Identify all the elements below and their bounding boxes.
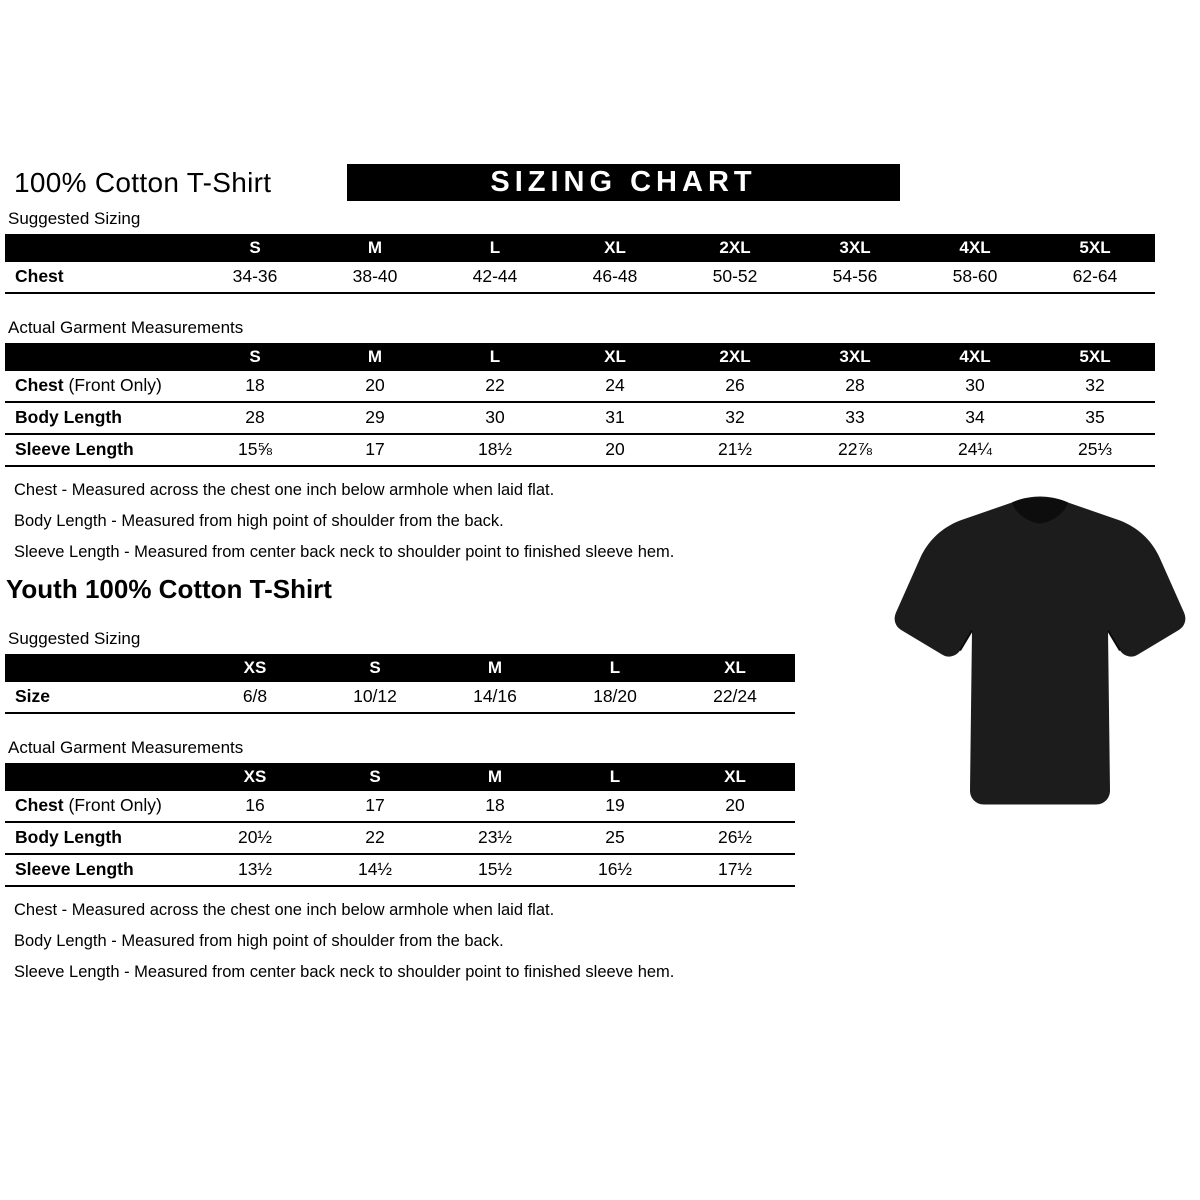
size-value-cell: 31 xyxy=(555,402,675,434)
youth-actual-measurements-label: Actual Garment Measurements xyxy=(8,738,244,757)
size-value-cell: 30 xyxy=(435,402,555,434)
measurement-note: Sleeve Length - Measured from center back neck to shoulder point to finished sleeve hem. xyxy=(14,543,675,561)
size-value-cell: 62-64 xyxy=(1035,262,1155,293)
size-value-cell: 38-40 xyxy=(315,262,435,293)
corner-cell xyxy=(5,343,195,371)
size-value-cell: 14/16 xyxy=(435,682,555,713)
size-column-header: XS xyxy=(195,763,315,791)
row-label: Chest (Front Only) xyxy=(5,791,195,822)
measurement-note: Body Length - Measured from high point of shoulder from the back. xyxy=(14,512,504,530)
measurement-row xyxy=(5,682,795,713)
measurement-note: Sleeve Length - Measured from center back neck to shoulder point to finished sleeve hem. xyxy=(14,963,675,981)
size-column-header: M xyxy=(315,343,435,371)
adult-actual-measurements-table xyxy=(5,343,1155,467)
size-value-cell: 19 xyxy=(555,791,675,822)
size-value-cell: 32 xyxy=(1035,371,1155,402)
size-column-header: S xyxy=(195,343,315,371)
size-value-cell: 18½ xyxy=(435,434,555,466)
corner-cell xyxy=(5,763,195,791)
youth-measurement-notes xyxy=(14,901,1200,982)
measurement-row xyxy=(5,854,795,886)
size-value-cell: 42-44 xyxy=(435,262,555,293)
corner-cell xyxy=(5,234,195,262)
youth-actual-measurements-table xyxy=(5,763,795,887)
size-column-header: M xyxy=(435,654,555,682)
measurement-row xyxy=(5,371,1155,402)
size-column-header: S xyxy=(195,234,315,262)
size-column-header: L xyxy=(435,234,555,262)
corner-cell xyxy=(5,654,195,682)
size-value-cell: 54-56 xyxy=(795,262,915,293)
adult-title: 100% Cotton T-Shirt xyxy=(14,166,272,198)
size-value-cell: 18 xyxy=(195,371,315,402)
size-value-cell: 20 xyxy=(675,791,795,822)
size-column-header: 5XL xyxy=(1035,234,1155,262)
size-value-cell: 20½ xyxy=(195,822,315,854)
size-value-cell: 16½ xyxy=(555,854,675,886)
size-value-cell: 26 xyxy=(675,371,795,402)
size-column-header: 4XL xyxy=(915,343,1035,371)
size-value-cell: 33 xyxy=(795,402,915,434)
size-value-cell: 24 xyxy=(555,371,675,402)
size-value-cell: 46-48 xyxy=(555,262,675,293)
size-value-cell: 23½ xyxy=(435,822,555,854)
row-label: Chest xyxy=(5,262,195,293)
size-value-cell: 29 xyxy=(315,402,435,434)
size-value-cell: 17½ xyxy=(675,854,795,886)
size-value-cell: 22/24 xyxy=(675,682,795,713)
measurement-row xyxy=(5,791,795,822)
size-column-header: M xyxy=(315,234,435,262)
size-value-cell: 22⅞ xyxy=(795,434,915,466)
row-label: Size xyxy=(5,682,195,713)
size-column-header: 3XL xyxy=(795,343,915,371)
size-value-cell: 25 xyxy=(555,822,675,854)
size-value-cell: 26½ xyxy=(675,822,795,854)
size-value-cell: 6/8 xyxy=(195,682,315,713)
size-column-header: XL xyxy=(675,654,795,682)
row-label: Chest (Front Only) xyxy=(5,371,195,402)
size-column-header: S xyxy=(315,654,435,682)
size-value-cell: 15½ xyxy=(435,854,555,886)
sizing-chart-banner: SIZING CHART xyxy=(347,164,900,201)
row-label: Sleeve Length xyxy=(5,854,195,886)
size-column-header: 3XL xyxy=(795,234,915,262)
size-value-cell: 34 xyxy=(915,402,1035,434)
size-column-header: 2XL xyxy=(675,343,795,371)
tshirt-graphic xyxy=(890,476,1190,821)
youth-suggested-sizing-table xyxy=(5,654,795,714)
size-value-cell: 22 xyxy=(435,371,555,402)
size-value-cell: 18/20 xyxy=(555,682,675,713)
size-value-cell: 15⅝ xyxy=(195,434,315,466)
measurement-row xyxy=(5,402,1155,434)
measurement-note: Chest - Measured across the chest one inch below armhole when laid flat. xyxy=(14,481,555,499)
size-value-cell: 16 xyxy=(195,791,315,822)
size-value-cell: 58-60 xyxy=(915,262,1035,293)
size-column-header: XL xyxy=(675,763,795,791)
tshirt-image xyxy=(890,476,1190,821)
size-value-cell: 28 xyxy=(195,402,315,434)
size-column-header: L xyxy=(555,763,675,791)
row-label: Body Length xyxy=(5,822,195,854)
row-label: Body Length xyxy=(5,402,195,434)
measurement-note: Chest - Measured across the chest one inch below armhole when laid flat. xyxy=(14,901,555,919)
size-column-header: S xyxy=(315,763,435,791)
size-value-cell: 24¼ xyxy=(915,434,1035,466)
size-column-header: M xyxy=(435,763,555,791)
header-row xyxy=(14,164,1200,201)
size-value-cell: 18 xyxy=(435,791,555,822)
size-column-header: XL xyxy=(555,343,675,371)
size-column-header: XS xyxy=(195,654,315,682)
adult-actual-measurements-label: Actual Garment Measurements xyxy=(8,318,244,337)
size-column-header: 5XL xyxy=(1035,343,1155,371)
measurement-row xyxy=(5,434,1155,466)
size-column-header: L xyxy=(555,654,675,682)
size-value-cell: 20 xyxy=(315,371,435,402)
row-label: Sleeve Length xyxy=(5,434,195,466)
size-value-cell: 17 xyxy=(315,434,435,466)
size-value-cell: 28 xyxy=(795,371,915,402)
size-value-cell: 20 xyxy=(555,434,675,466)
size-value-cell: 14½ xyxy=(315,854,435,886)
size-value-cell: 10/12 xyxy=(315,682,435,713)
adult-suggested-sizing-label: Suggested Sizing xyxy=(8,209,141,228)
measurement-row xyxy=(5,822,795,854)
size-column-header: 4XL xyxy=(915,234,1035,262)
size-value-cell: 21½ xyxy=(675,434,795,466)
youth-title: Youth 100% Cotton T-Shirt xyxy=(6,574,332,604)
measurement-note: Body Length - Measured from high point of shoulder from the back. xyxy=(14,932,504,950)
youth-suggested-sizing-label: Suggested Sizing xyxy=(8,629,141,648)
size-value-cell: 17 xyxy=(315,791,435,822)
size-value-cell: 34-36 xyxy=(195,262,315,293)
size-value-cell: 25⅓ xyxy=(1035,434,1155,466)
size-column-header: XL xyxy=(555,234,675,262)
size-value-cell: 50-52 xyxy=(675,262,795,293)
size-column-header: L xyxy=(435,343,555,371)
size-value-cell: 30 xyxy=(915,371,1035,402)
size-value-cell: 13½ xyxy=(195,854,315,886)
size-column-header: 2XL xyxy=(675,234,795,262)
adult-suggested-sizing-table xyxy=(5,234,1155,294)
size-value-cell: 35 xyxy=(1035,402,1155,434)
size-value-cell: 22 xyxy=(315,822,435,854)
size-value-cell: 32 xyxy=(675,402,795,434)
measurement-row xyxy=(5,262,1155,293)
